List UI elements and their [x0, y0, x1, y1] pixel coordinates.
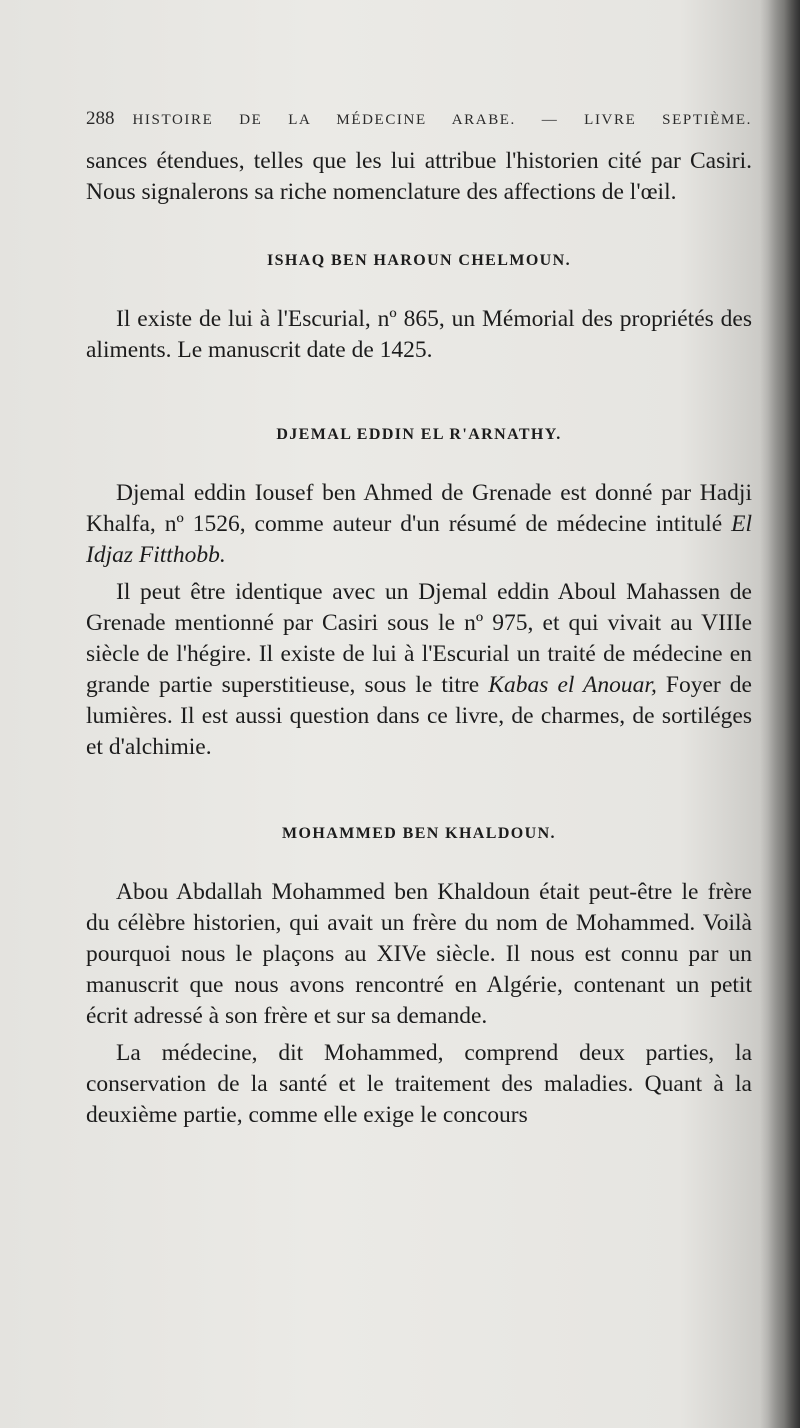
- paragraph-mohammed-2: La médecine, dit Mohammed, comprend deux parties, la conservation de la santé et le traitement des maladies. Quant à la deuxième partie, comme elle exige le concours: [86, 1040, 752, 1128]
- paragraph-djemal-2-end: Foyer de lumières. Il est aussi question dans ce livre, de charmes, de sortiléges et d'alchimie.: [86, 672, 752, 760]
- paragraph-djemal-2: [86, 577, 752, 763]
- paragraph-continuation: sances étendues, telles que les lui attribue l'historien cité par Casiri. Nous signalerons sa riche nomenclature des affections de l'œil.: [86, 148, 752, 205]
- running-head: [86, 108, 752, 146]
- book-gutter-shadow: [760, 0, 800, 1428]
- paragraph-ishaq: Il existe de lui à l'Escurial, nº 865, un Mémorial des propriétés des aliments. Le manuscrit date de 1425.: [86, 306, 752, 363]
- text-block: [86, 108, 752, 1131]
- page-number: 288: [86, 108, 115, 129]
- paragraph-djemal-1: [86, 478, 752, 571]
- book-title-kabas: Kabas el Anouar,: [488, 672, 657, 698]
- book-title-idjaz: El Idjaz Fitthobb.: [86, 511, 752, 568]
- paragraph-djemal-1-text: Djemal eddin Iousef ben Ahmed de Grenade est donné par Hadji Khalfa, nº 1526, comme auteur d'un résumé de médecine intitulé: [86, 480, 752, 537]
- paragraph-mohammed-1: Abou Abdallah Mohammed ben Khaldoun était peut-être le frère du célèbre historien, qui avait un frère du nom de Mohammed. Voilà pourquoi nous le plaçons au XIVe siècle. Il nous est connu par un manuscrit que nous avons rencontré en Algérie, contenant un petit écrit adressé à son frère et sur sa demande.: [86, 879, 752, 1029]
- paragraph-djemal-2-text: Il peut être identique avec un Djemal eddin Aboul Mahassen de Grenade mentionné par Casiri sous le nº 975, et qui vivait au VIIIe siècle de l'hégire. Il existe de lui à l'Escurial un traité de médecine en grande partie superstitieuse, sous le titre: [86, 579, 752, 698]
- heading-djemal: DJEMAL EDDIN EL R'ARNATHY.: [276, 426, 562, 443]
- heading-mohammed: MOHAMMED BEN KHALDOUN.: [282, 825, 556, 842]
- running-title: HISTOIRE DE LA MÉDECINE ARABE. — LIVRE SEPTIÈME.: [132, 112, 752, 128]
- heading-ishaq: ISHAQ BEN HAROUN CHELMOUN.: [267, 252, 571, 269]
